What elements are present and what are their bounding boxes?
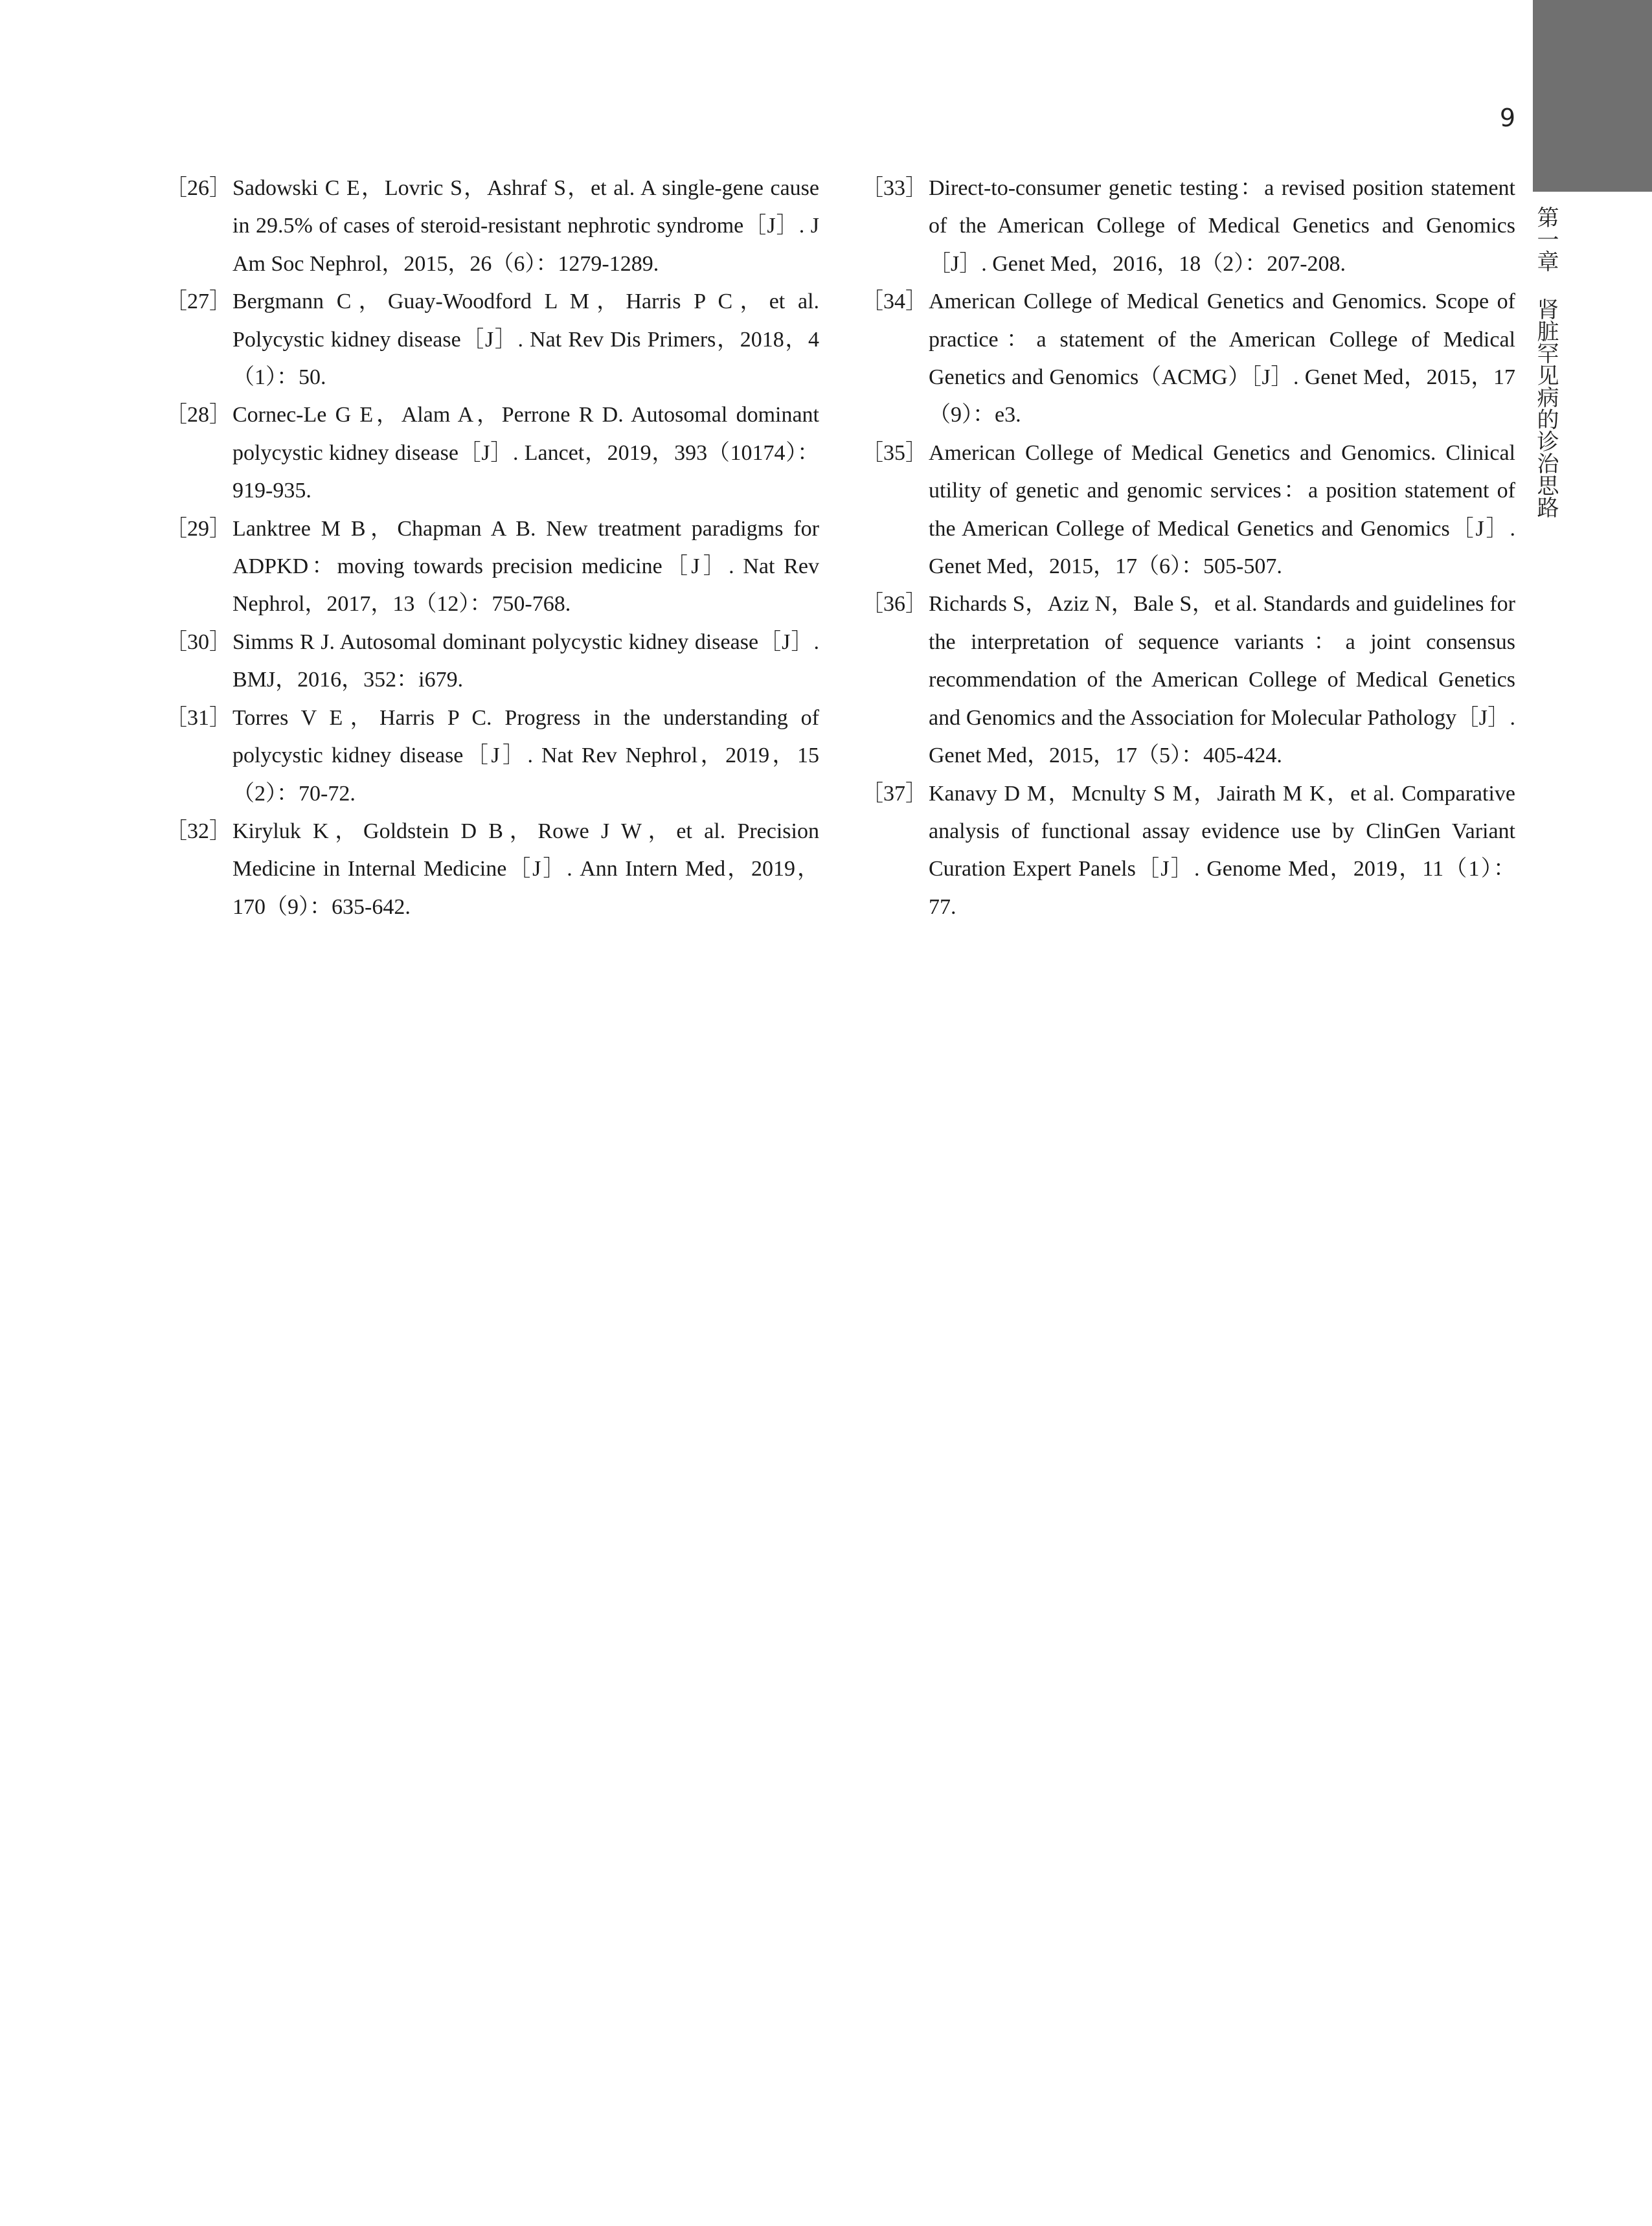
reference-number: ［26］ <box>165 176 231 200</box>
reference-text: Cornec-Le G E，Alam A，Perrone R D. Autosomal dominant polycystic kidney disease［J］. Lancet，2019，393（10174）：919-935. <box>232 403 819 503</box>
chapter-tab-block <box>1533 0 1652 192</box>
reference-number: ［35］ <box>861 440 927 465</box>
reference-text: Sadowski C E，Lovric S，Ashraf S，et al. A single-gene cause in 29.5% of cases of steroid-resistant nephrotic syndrome［J］. J Am Soc Nephrol，2015，26（6）：1279-1289. <box>232 176 819 276</box>
reference-item <box>861 283 1515 435</box>
reference-item <box>861 170 1515 283</box>
reference-number: ［27］ <box>165 290 231 314</box>
references-left-column <box>165 170 819 926</box>
reference-item <box>165 283 819 396</box>
chapter-label-char: 第 <box>1533 206 1559 228</box>
reference-text: Direct-to-consumer genetic testing：a revised position statement of the American College of Medical Genetics and Genomics［J］. Genet Med，2016，18（2）：207-208. <box>929 176 1515 276</box>
reference-text: Bergmann C，Guay-Woodford L M，Harris P C，et al. Polycystic kidney disease［J］. Nat Rev Dis Primers，2018，4（1）：50. <box>232 290 819 390</box>
reference-text: Torres V E，Harris P C. Progress in the understanding of polycystic kidney disease［J］. Nat Rev Nephrol，2019，15（2）：70-72. <box>232 705 819 806</box>
reference-text: Lanktree M B，Chapman A B. New treatment paradigms for ADPKD：moving towards precision medicine［J］. Nat Rev Nephrol，2017，13（12）：750-768. <box>232 516 819 617</box>
reference-number: ［30］ <box>165 630 231 654</box>
reference-number: ［28］ <box>165 403 231 427</box>
chapter-label-char: 一 <box>1533 228 1559 250</box>
reference-item <box>861 435 1515 586</box>
reference-item <box>165 624 819 699</box>
reference-item <box>861 775 1515 927</box>
reference-text: Richards S，Aziz N，Bale S，et al. Standards and guidelines for the interpretation of sequence variants：a joint consensus recommendation of the American College of Medical Genetics and Genomics and the Association for Molecular Pathology［J］. Genet Med，2015，17（5）：405-424. <box>929 592 1515 768</box>
reference-item <box>861 585 1515 775</box>
reference-number: ［33］ <box>861 176 927 200</box>
reference-number: ［32］ <box>165 819 231 843</box>
reference-text: Kiryluk K，Goldstein D B，Rowe J W，et al. Precision Medicine in Internal Medicine［J］. Ann Intern Med，2019，170（9）：635-642. <box>232 819 819 919</box>
references-right-column <box>861 170 1515 926</box>
reference-text: Simms R J. Autosomal dominant polycystic kidney disease［J］. BMJ，2016，352：i679. <box>232 630 819 692</box>
reference-number: ［34］ <box>861 290 927 314</box>
reference-item <box>165 699 819 813</box>
reference-text: American College of Medical Genetics and Genomics. Clinical utility of genetic and genomic services：a position statement of the American College of Medical Genetics and Genomics［J］. Genet Med，2015，17（6）：505-507. <box>929 440 1515 579</box>
reference-item <box>165 170 819 283</box>
chapter-side-title <box>1535 206 1559 518</box>
reference-item <box>165 510 819 624</box>
chapter-label-char: 章 <box>1533 250 1559 272</box>
reference-number: ［29］ <box>165 516 231 541</box>
reference-number: ［31］ <box>165 705 231 730</box>
reference-number: ［36］ <box>861 592 927 617</box>
reference-item <box>165 813 819 926</box>
reference-item <box>165 396 819 510</box>
reference-text: American College of Medical Genetics and Genomics. Scope of practice：a statement of the American College of Medical Genetics and Genomics（ACMG）［J］. Genet Med，2015，17（9）：e3. <box>929 290 1515 427</box>
chapter-subtitle: 肾脏罕见病的诊治思路 <box>1533 298 1559 518</box>
reference-number: ［37］ <box>861 781 927 806</box>
page-number: 9 <box>1499 104 1515 132</box>
reference-text: Kanavy D M，Mcnulty S M，Jairath M K，et al. Comparative analysis of functional assay evidence use by ClinGen Variant Curation Expert Panels［J］. Genome Med，2019，11（1）：77. <box>929 781 1515 919</box>
